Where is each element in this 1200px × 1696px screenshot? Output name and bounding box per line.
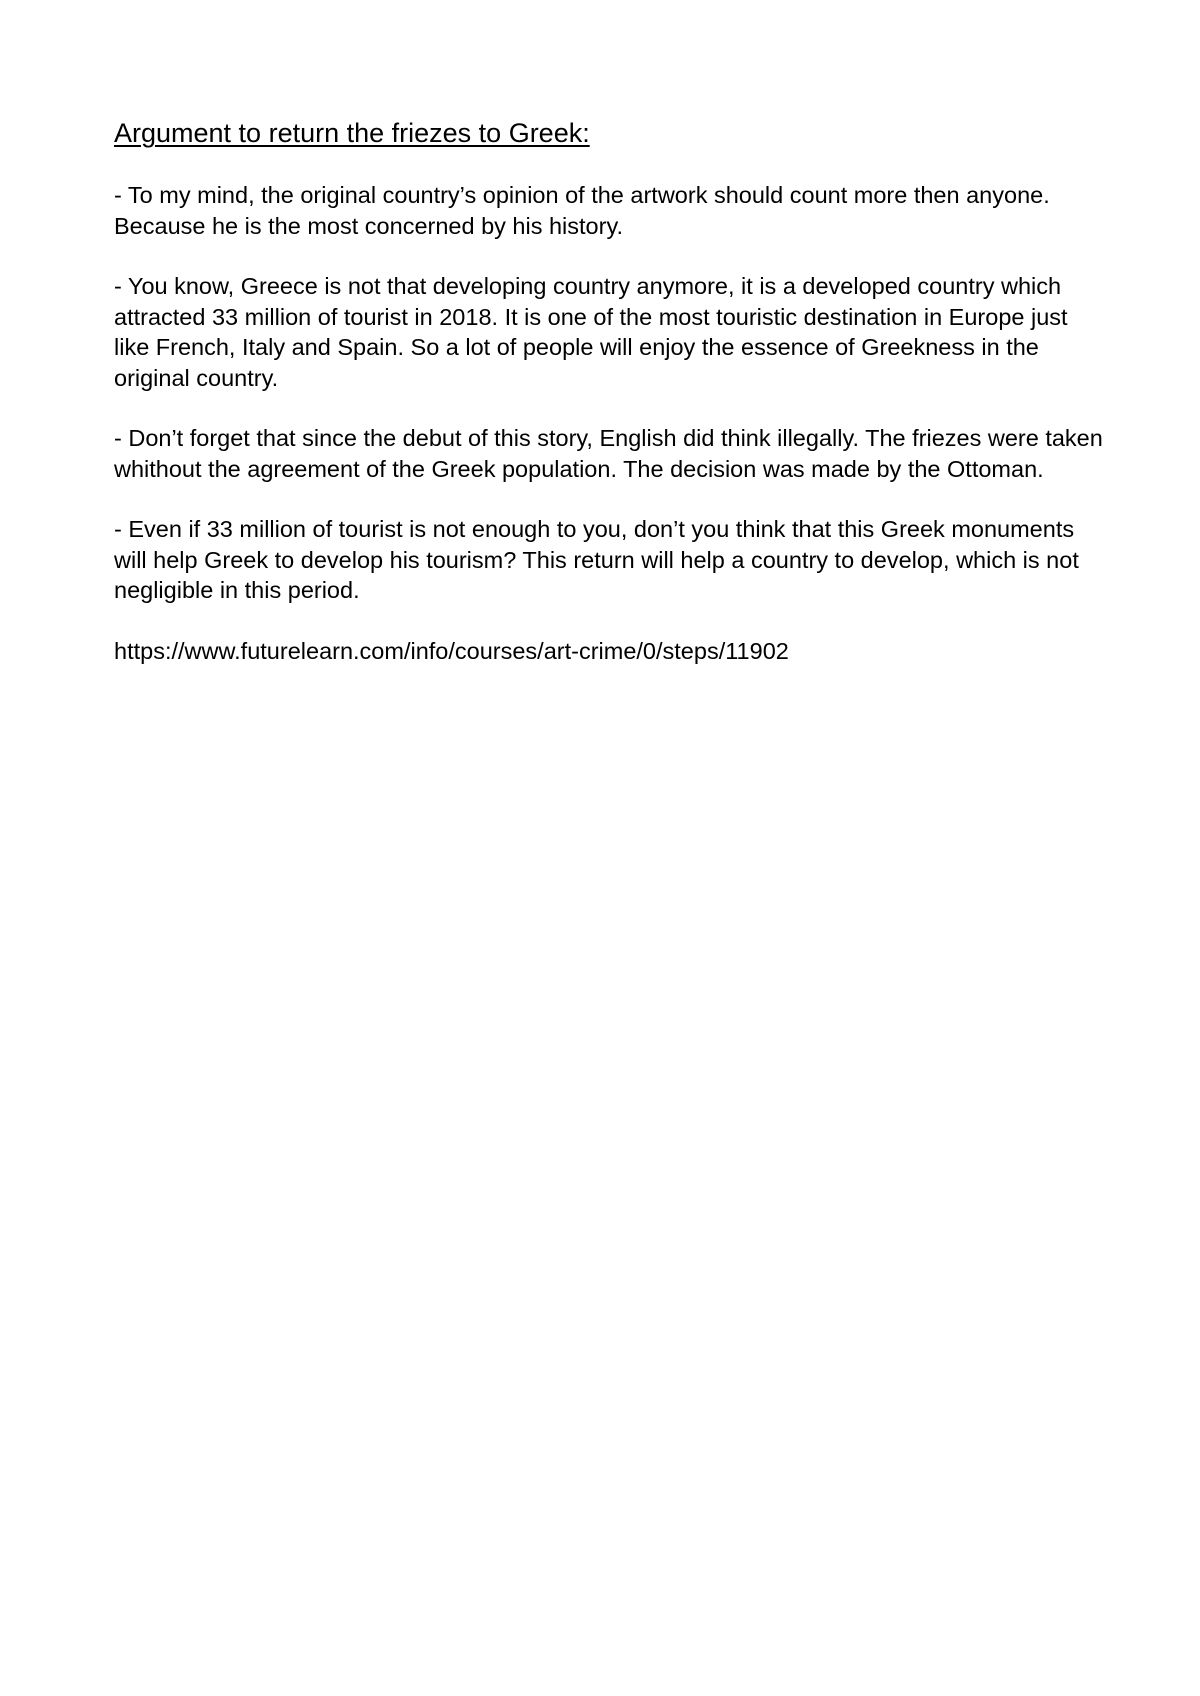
argument-paragraph-3: - Don’t forget that since the debut of this story, English did think illegally. The friezes were taken whithout the agreement of the Greek population. The decision was made by the Ottoman. xyxy=(114,425,1103,482)
document-body xyxy=(114,116,1104,666)
argument-paragraph-1: - To my mind, the original country’s opinion of the artwork should count more then anyone. Because he is the most concerned by his history. xyxy=(114,182,1050,239)
source-url: https://www.futurelearn.com/info/courses/art-crime/0/steps/11902 xyxy=(114,637,789,664)
document-heading: Argument to return the friezes to Greek: xyxy=(114,118,590,148)
argument-paragraph-4: - Even if 33 million of tourist is not enough to you, don’t you think that this Greek monuments will help Greek to develop his tourism? This return will help a country to develop, which is not negligible in this period. xyxy=(114,516,1079,603)
argument-paragraph-2: - You know, Greece is not that developing country anymore, it is a developed country which attracted 33 million of tourist in 2018. It is one of the most touristic destination in Europe just like French, Italy and Spain. So a lot of people will enjoy the essence of Greekness in the original country. xyxy=(114,273,1068,391)
